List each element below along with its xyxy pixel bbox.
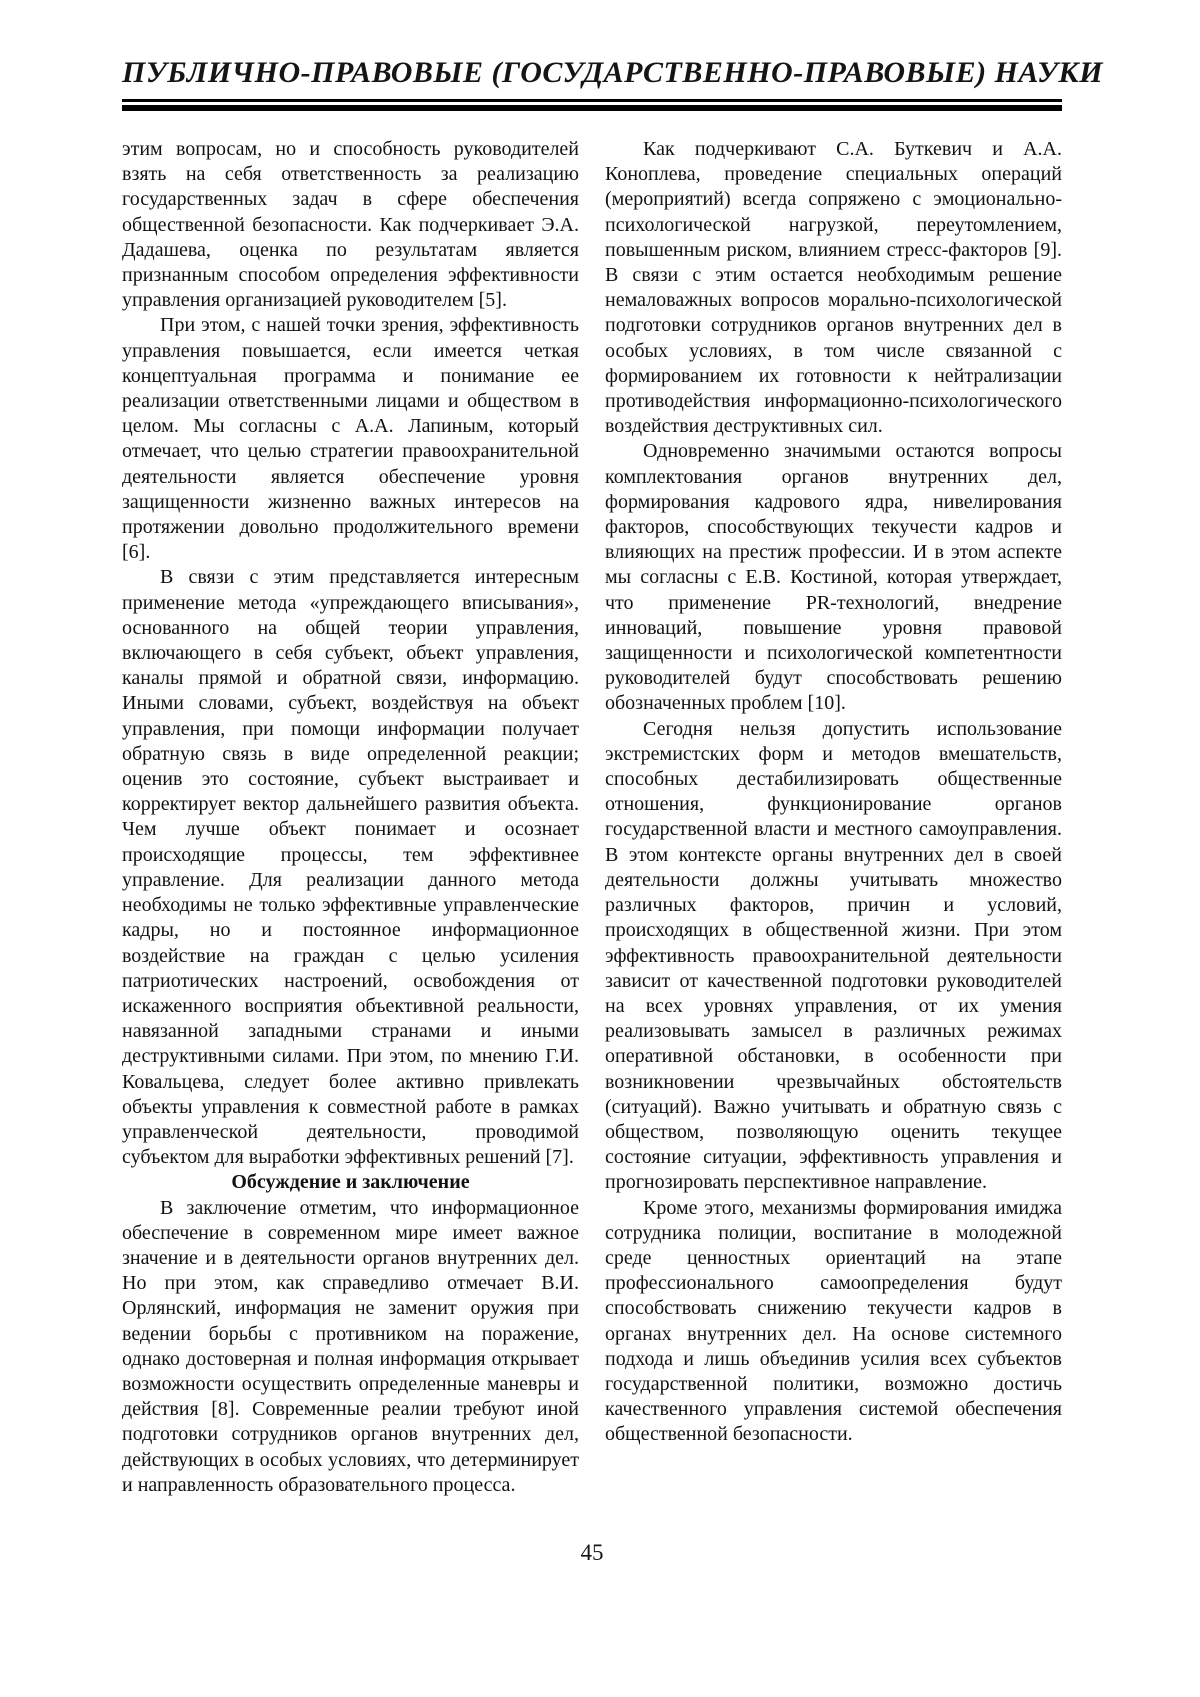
journal-section-title: ПУБЛИЧНО-ПРАВОВЫЕ (ГОСУДАРСТВЕННО-ПРАВОВЫЕ) НАУКИ xyxy=(122,56,1104,89)
page-number: 45 xyxy=(580,1539,604,1565)
paragraph: этим вопросам, но и способность руководителей взять на себя ответственность за реализацию государственных задач в сфере обеспечения общественной безопасности. Как подчеркивает Э.А. Дадашева, оценка по результатам является признанным способом определения эффективности управления организацией руководителем [5]. xyxy=(122,138,579,312)
paragraph: Как подчеркивают С.А. Буткевич и А.А. Коноплева, проведение специальных операций (мероприятий) всегда сопряжено с эмоционально-психологической нагрузкой, переутомлением, повышенным риском, влиянием стресс-факторов [9]. В связи с этим остается необходимым решение немаловажных вопросов морально-психологической подготовки сотрудников органов внутренних дел в особых условиях, в том числе связанной с формированием их готовности к нейтрализации противодействия информационно-психологического воздействия деструктивных сил. xyxy=(605,138,1062,438)
paragraph: Кроме этого, механизмы формирования имиджа сотрудника полиции, воспитание в молодежной среде ценностных ориентаций на этапе профессионального самоопределения будут способствовать снижению текучести кадров в органах внутренних дел. На основе системного подхода и лишь объединив усилия всех субъектов государственной политики, возможно достичь качественного управления системой обеспечения общественной безопасности. xyxy=(605,1196,1062,1446)
paragraph: В заключение отметим, что информационное обеспечение в современном мире имеет важное значение и в деятельности органов внутренних дел. Но при этом, как справедливо отмечает В.И. Орлянский, информация не заменит оружия при ведении борьбы с противником на поражение, однако достоверная и полная информация открывает возможности осуществить определенные маневры и действия [8]. Современные реалии требуют иной подготовки сотрудников органов внутренних дел, действующих в особых условиях, что детерминирует и направленность образовательного процесса. xyxy=(122,1196,579,1496)
section-heading: Обсуждение и заключение xyxy=(231,1171,470,1194)
two-column-text-block xyxy=(122,137,1062,1498)
paragraph: В связи с этим представляется интересным применение метода «упреждающего вписывания», основанного на общей теории управления, включающего в себя субъект, объект управления, каналы прямой и обратной связи, информацию. Иными словами, субъект, воздействуя на объект управления, при помощи информации получает обратную связь в виде определенной реакции; оценив это состояние, субъект выстраивает и корректирует вектор дальнейшего развития объекта. Чем лучше объект понимает и осознает происходящие процессы, тем эффективнее управление. Для реализации данного метода необходимы не только эффективные управленческие кадры, но и постоянное информационное воздействие на граждан с целью усиления патриотических настроений, освобождения от искаженного восприятия объективной реальности, навязанной западными странами и иными деструктивными силами. При этом, по мнению Г.И. Ковальцева, следует более активно привлекать объекты управления к совместной работе в рамках управленческой деятельности, проводимой субъектом для выработки эффективных решений [7]. xyxy=(122,566,579,1169)
scanned-journal-page xyxy=(122,56,1104,1566)
paragraph: При этом, с нашей точки зрения, эффективность управления повышается, если имеется четкая концептуальная программа и понимание ее реализации ответственными лицами и обществом в целом. Мы согласны с А.А. Лапиным, который отмечает, что целью стратегии правоохранительной деятельности является обеспечение уровня защищенности жизненно важных интересов на протяжении довольно продолжительного времени [6]. xyxy=(122,314,579,564)
header-double-rule xyxy=(122,99,1062,111)
paragraph: Сегодня нельзя допустить использование экстремистских форм и методов вмешательств, способных дестабилизировать общественные отношения, функционирование органов государственной власти и местного самоуправления. В этом контексте органы внутренних дел в своей деятельности должны учитывать множество различных факторов, причин и условий, происходящих в общественной жизни. При этом эффективность правоохранительной деятельности зависит от качественной подготовки руководителей на всех уровнях управления, от их умения реализовывать замысел в различных режимах оперативной обстановки, в особенности при возникновении чрезвычайных обстоятельств (ситуаций). Важно учитывать и обратную связь с обществом, позволяющую оценить текущее состояние ситуации, эффективность управления и прогнозировать перспективное направление. xyxy=(605,717,1062,1194)
left-column xyxy=(122,137,579,1498)
right-column xyxy=(605,137,1062,1498)
paragraph: Одновременно значимыми остаются вопросы комплектования органов внутренних дел, формирования кадрового ядра, нивелирования факторов, способствующих текучести кадров и влияющих на престиж профессии. И в этом аспекте мы согласны с Е.В. Костиной, которая утверждает, что применение PR-технологий, внедрение инноваций, повышение уровня правовой защищенности и психологической компетентности руководителей будут способствовать решению обозначенных проблем [10]. xyxy=(605,440,1062,715)
